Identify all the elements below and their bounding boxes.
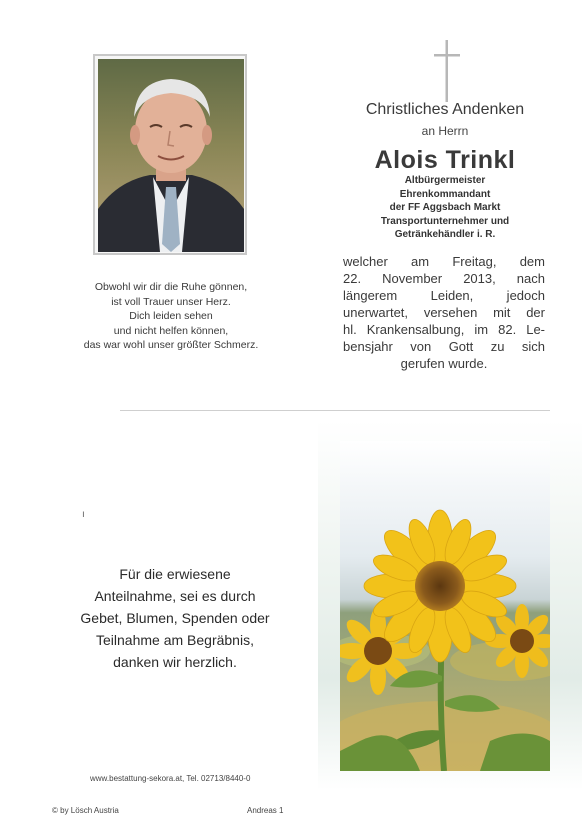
poem-line: das war wohl unser größter Schmerz. [83, 339, 259, 351]
obituary-line: bensjahr von Gott zu sich [343, 339, 545, 354]
thanks-line: Teilnahme am Begräbnis, [96, 632, 254, 648]
sunflower-image [340, 441, 550, 771]
obituary-line: unerwartet, versehen mit der [343, 305, 545, 320]
thanks-line: Gebet, Blumen, Spenden oder [80, 610, 270, 626]
deceased-name: Alois Trinkl [374, 146, 516, 174]
title-line: Transportunternehmer und [380, 215, 510, 227]
thanks-line: Anteilnahme, sei es durch [94, 588, 256, 604]
poem-line: ist voll Trauer unser Herz. [111, 295, 231, 308]
obituary-line: welcher am Freitag, dem [343, 254, 545, 269]
thanks-line: danken wir herzlich. [113, 654, 237, 670]
portrait-photo [93, 54, 247, 255]
copyright-notice: © by Lösch Austria [52, 806, 119, 815]
portrait-image [98, 59, 244, 252]
poem-line: Dich leiden sehen [129, 310, 213, 322]
sunflower-icon [340, 441, 550, 771]
obituary-line: längerem Leiden, jedoch [343, 288, 545, 303]
obituary-line: gerufen wurde. [400, 356, 488, 371]
obituary-line: hl. Krankensalbung, im 82. Le- [343, 322, 545, 337]
thanks-line: Für die erwiesene [119, 566, 231, 582]
title-line: der FF Aggsbach Markt [389, 202, 501, 213]
funeral-home-contact: www.bestattung-sekora.at, Tel. 02713/8440-0 [90, 774, 251, 783]
designer-code: Andreas 1 [247, 806, 284, 815]
thanks-text [55, 563, 295, 673]
poem-line: Obwohl wir dir die Ruhe gönnen, [94, 281, 248, 293]
title-line: Altbürgermeister [404, 175, 486, 186]
obituary-text [343, 253, 545, 372]
obituary-line: 22. November 2013, nach [343, 271, 545, 286]
poem [60, 280, 282, 353]
deceased-titles [340, 174, 550, 242]
memorial-heading: Christliches Andenken [365, 101, 525, 118]
title-line: Ehrenkommandant [399, 188, 491, 200]
fold-line [120, 410, 550, 411]
title-line: Getränkehändler i. R. [394, 229, 496, 240]
memorial-subheading: an Herrn [421, 124, 469, 138]
poem-line: und nicht helfen können, [113, 324, 229, 337]
tick-mark: ı [82, 509, 85, 520]
cross-icon [434, 40, 460, 107]
